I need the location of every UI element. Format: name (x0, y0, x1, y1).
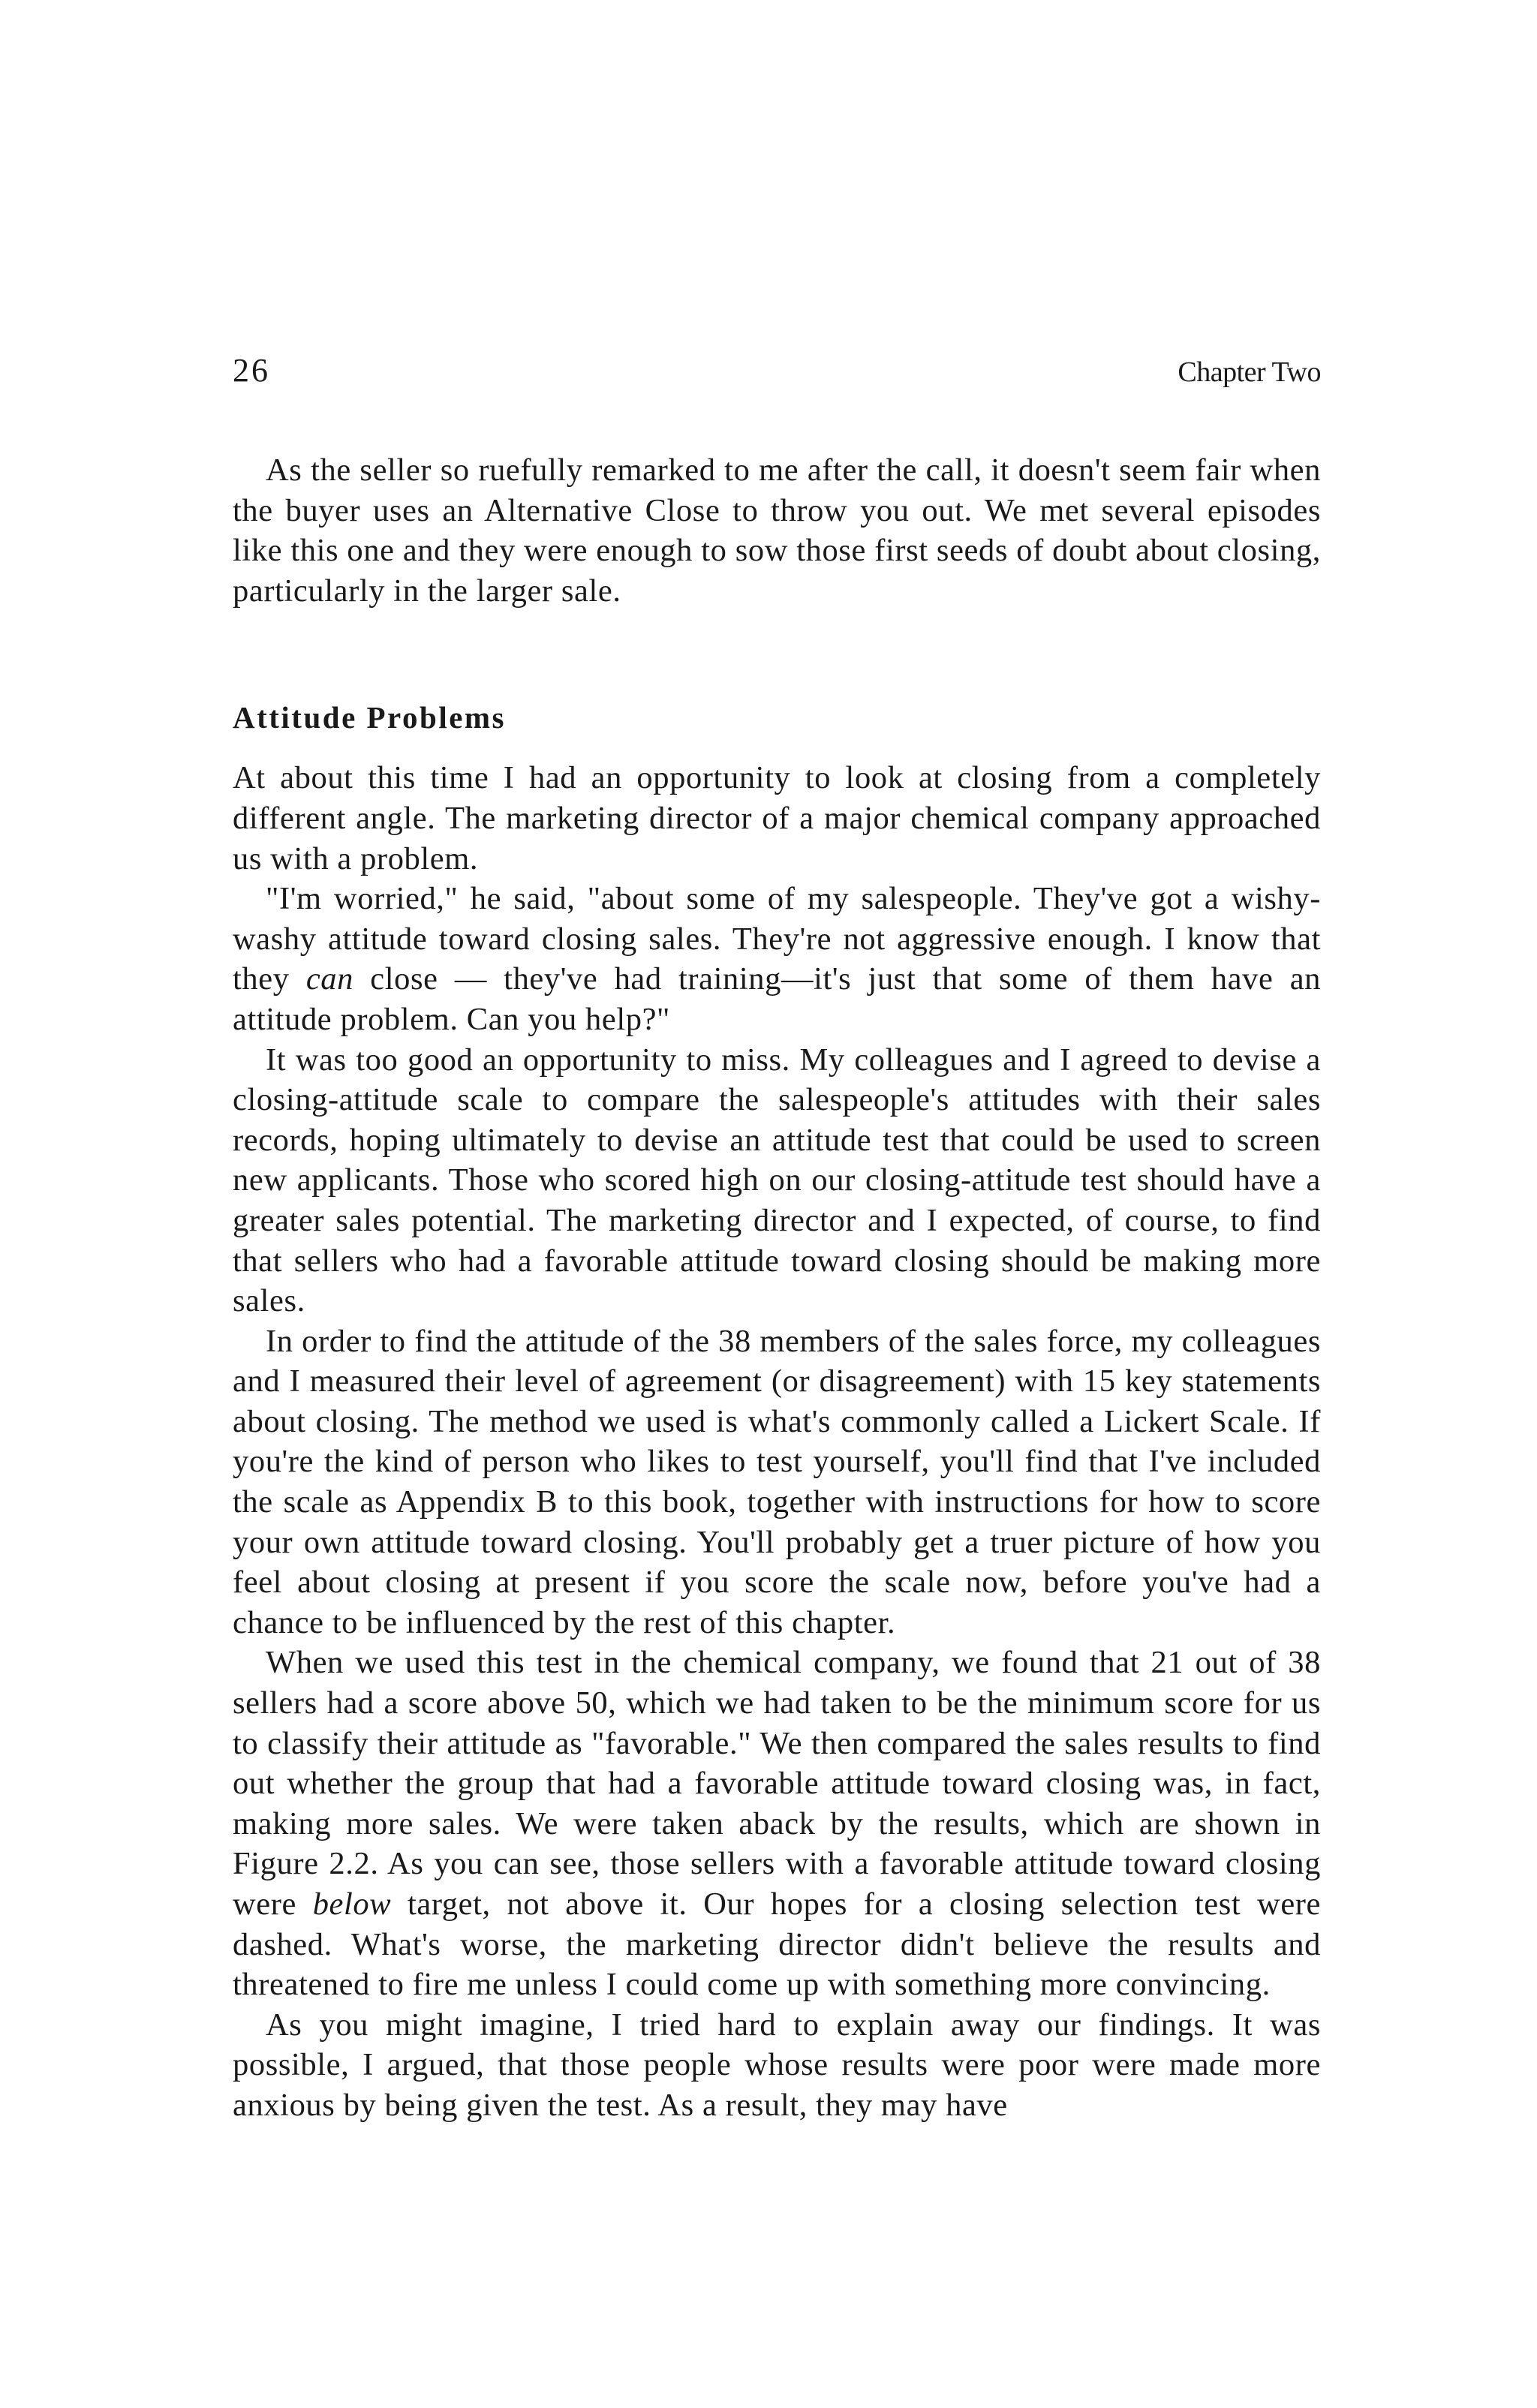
body-text (233, 450, 1321, 2126)
section-heading: Attitude Problems (233, 700, 507, 735)
paragraph (233, 879, 1321, 1039)
paragraph: It was too good an opportunity to miss. My colleagues and I agreed to devise a closing-attitude scale to compare the salespeople's attitudes with their sales records, hoping ultimately to devise an attitude test that could be used to screen new applicants. Those who scored high on our closing-attitude test should have a greater sales potential. The marketing director and I expected, of course, to find that sellers who had a favorable attitude toward closing should be making more sales. (233, 1042, 1321, 1319)
emphasis-text: below (312, 1886, 392, 1922)
emphasis-text: can (305, 961, 353, 997)
chapter-label: Chapter Two (1178, 356, 1321, 388)
text-run: target, not above it. Our hopes for a closing selection test were dashed. What's worse, the marketing director didn't believe the results and threatened to fire me unless I could come up with something more convincing. (233, 1886, 1321, 2003)
paragraph: In order to find the attitude of the 38 members of the sales force, my colleagues and I measured their level of agreement (or disagreement) with 15 key statements about closing. The method we used is what's commonly called a Lickert Scale. If you're the kind of person who likes to test yourself, you'll find that I've included the scale as Appendix B to this book, together with instructions for how to score your own attitude toward closing. You'll probably get a truer picture of how you feel about closing at present if you score the scale now, before you've had a chance to be influenced by the rest of this chapter. (233, 1323, 1321, 1640)
paragraph: As the seller so ruefully remarked to me after the call, it doesn't seem fair when the buyer uses an Alternative Close to throw you out. We met several episodes like this one and they were enough to sow those first seeds of doubt about closing, particularly in the larger sale. (233, 452, 1321, 609)
paragraph: At about this time I had an opportunity to look at closing from a completely different angle. The marketing director of a major chemical company approached us with a problem. (233, 760, 1321, 876)
running-head (233, 351, 1321, 396)
text-run: When we used this test in the chemical company, we found that 21 out of 38 sellers had a score above 50, which we had taken to be the minimum score for us to classify their attitude as "favorable." We then compared the sales results to find out whether the group that had a favorable attitude toward closing was, in fact, making more sales. We were taken aback by the results, which are shown in Figure 2.2. As you can see, those sellers with a favorable attitude toward closing were (233, 1645, 1321, 1922)
paragraph (233, 1643, 1321, 2004)
paragraph: As you might imagine, I tried hard to explain away our findings. It was possible, I argued, that those people whose results were poor were made more anxious by being given the test. As a result, they may have (233, 2007, 1321, 2123)
text-run: close — they've had training—it's just that some of them have an attitude problem. Can you help?" (233, 961, 1322, 1037)
text-run: "I'm worried," he said, "about some of my salespeople. They've got a wishy-washy attitude toward closing sales. They're not aggressive enough. I know that they (233, 881, 1321, 997)
page-number: 26 (233, 352, 270, 389)
